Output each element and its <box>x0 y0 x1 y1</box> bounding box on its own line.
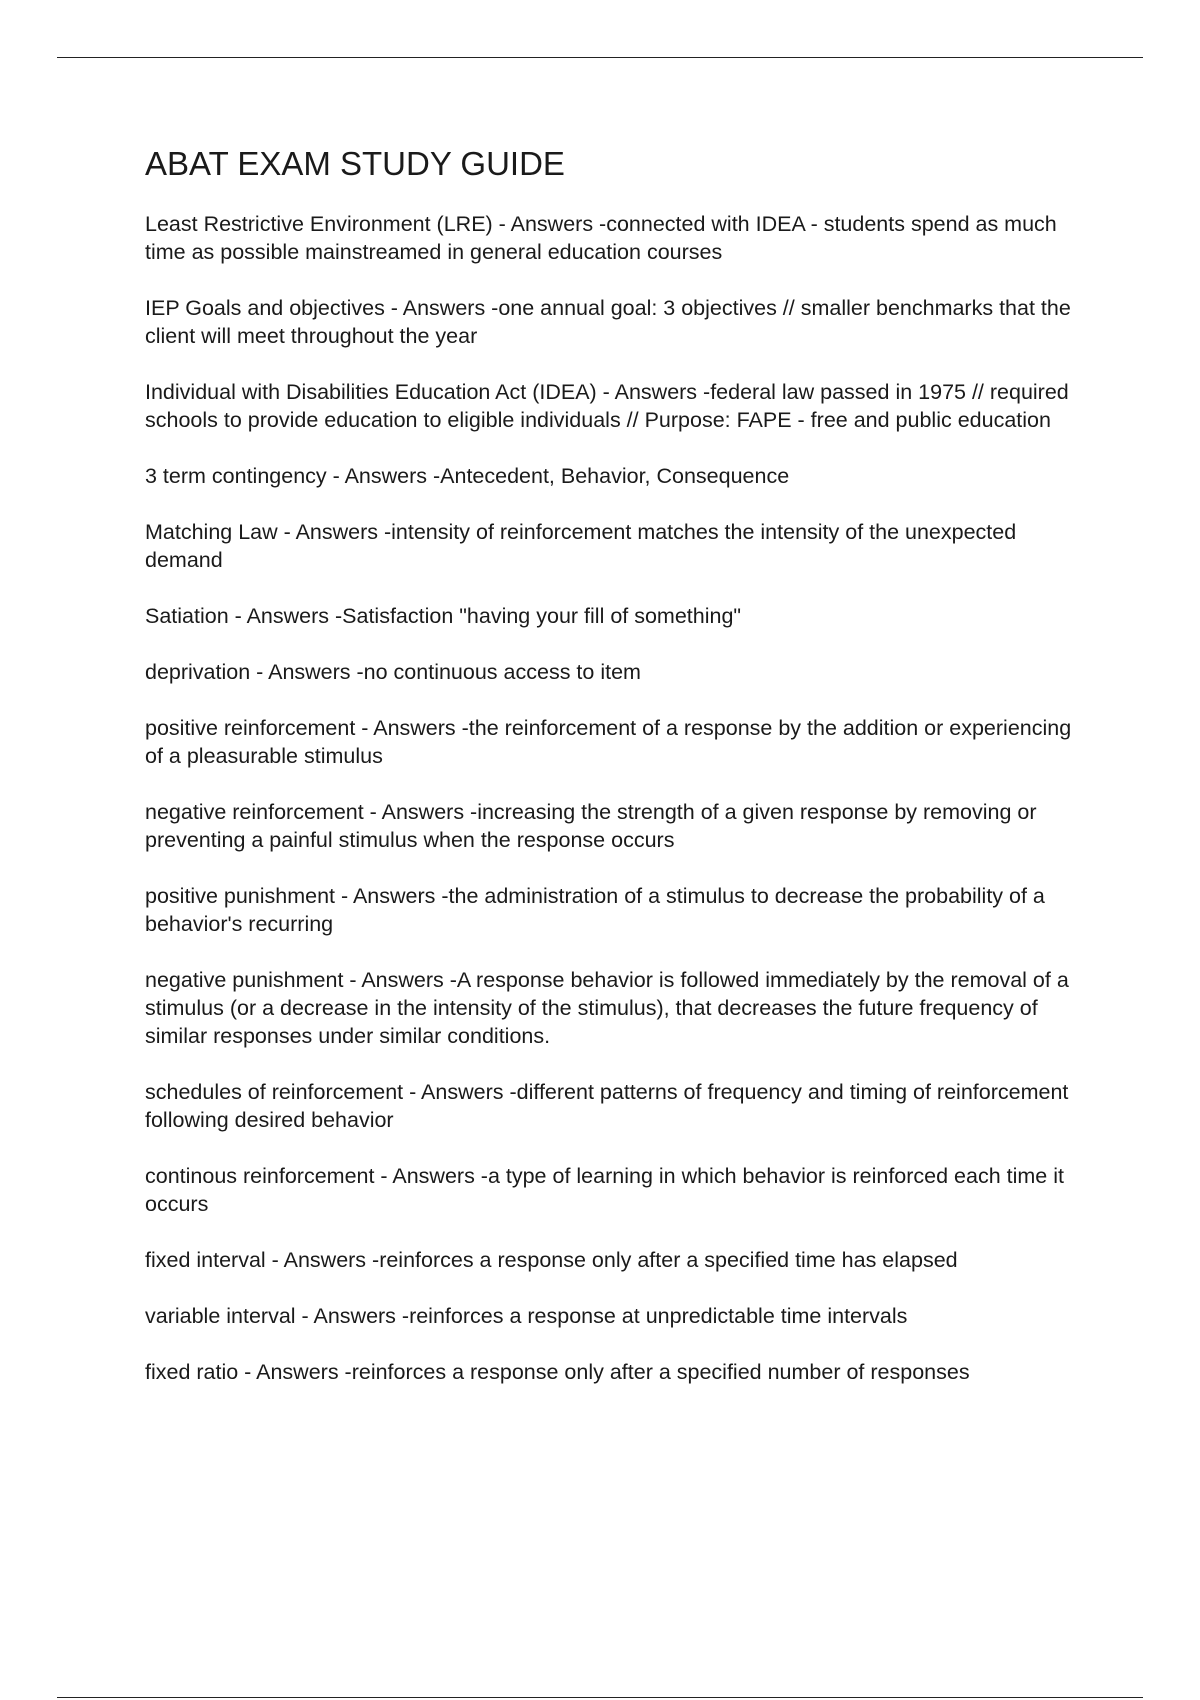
entry-idea: Individual with Disabilities Education Act (IDEA) - Answers -federal law passed in 1975 // required schools to provide education to eligible individuals // Purpose: FAPE - free and public education <box>145 379 1069 432</box>
entry-schedules-of-reinforcement: schedules of reinforcement - Answers -different patterns of frequency and timing of reinforcement following desired behavior <box>145 1079 1069 1132</box>
entry-satiation: Satiation - Answers -Satisfaction "having your fill of something" <box>145 603 742 628</box>
entry-negative-reinforcement: negative reinforcement - Answers -increasing the strength of a given response by removing or preventing a painful stimulus when the response occurs <box>145 799 1037 852</box>
entry-deprivation: deprivation - Answers -no continuous access to item <box>145 659 641 684</box>
entry-lre: Least Restrictive Environment (LRE) - Answers -connected with IDEA - students spend as much time as possible mainstreamed in general education courses <box>145 211 1057 264</box>
document-body <box>145 144 1090 1414</box>
entry-fixed-ratio: fixed ratio - Answers -reinforces a response only after a specified number of responses <box>145 1359 970 1384</box>
entry-matching-law: Matching Law - Answers -intensity of reinforcement matches the intensity of the unexpected demand <box>145 519 1017 572</box>
entry-variable-interval: variable interval - Answers -reinforces a response at unpredictable time intervals <box>145 1303 908 1328</box>
entry-positive-reinforcement: positive reinforcement - Answers -the reinforcement of a response by the addition or experiencing of a pleasurable stimulus <box>145 715 1072 768</box>
entry-negative-punishment: negative punishment - Answers -A response behavior is followed immediately by the removal of a stimulus (or a decrease in the intensity of the stimulus), that decreases the future frequency of similar responses under similar conditions. <box>145 967 1069 1048</box>
entry-continuous-reinforcement: continous reinforcement - Answers -a type of learning in which behavior is reinforced each time it occurs <box>145 1163 1064 1216</box>
entry-three-term-contingency: 3 term contingency - Answers -Antecedent, Behavior, Consequence <box>145 463 790 488</box>
entry-fixed-interval: fixed interval - Answers -reinforces a response only after a specified time has elapsed <box>145 1247 958 1272</box>
entry-positive-punishment: positive punishment - Answers -the administration of a stimulus to decrease the probability of a behavior's recurring <box>145 883 1045 936</box>
bottom-divider <box>57 1697 1143 1698</box>
top-divider <box>57 57 1143 58</box>
page-title: ABAT EXAM STUDY GUIDE <box>145 145 565 182</box>
entry-iep-goals: IEP Goals and objectives - Answers -one annual goal: 3 objectives // smaller benchmarks that the client will meet throughout the year <box>145 295 1071 348</box>
